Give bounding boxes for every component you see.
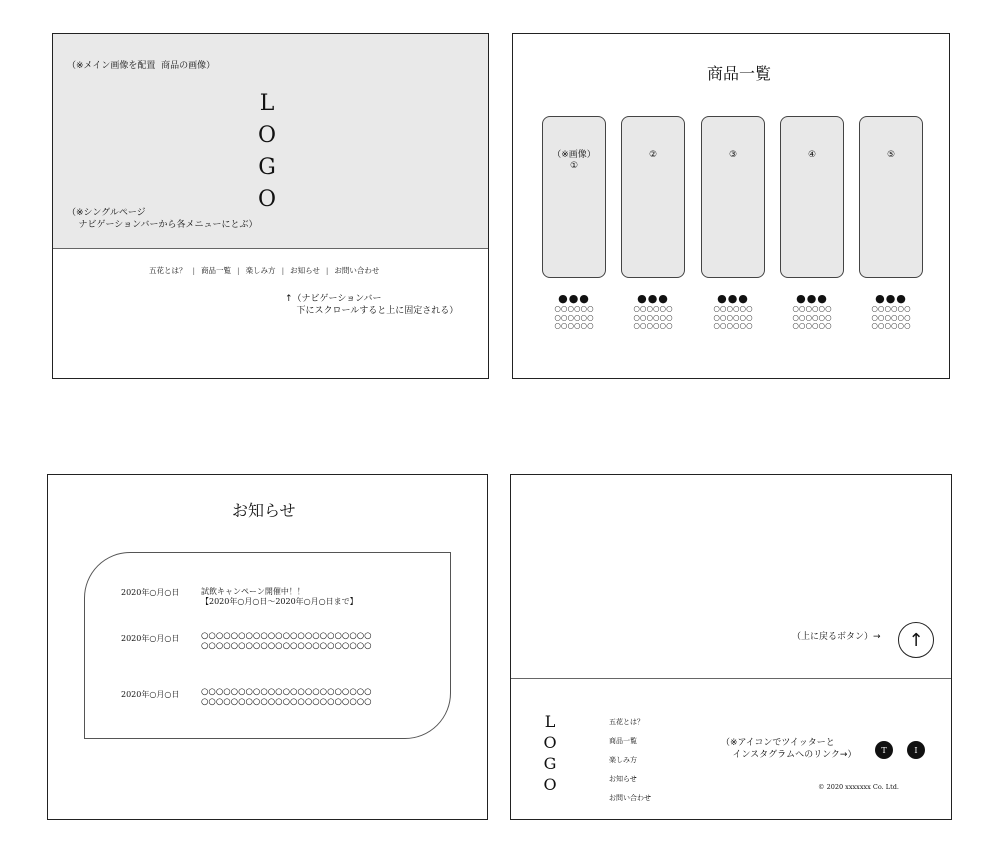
instagram-icon[interactable]: I xyxy=(907,741,925,759)
description-placeholder: ○○○○○○ xyxy=(713,321,753,330)
description-placeholder: ○○○○○○ xyxy=(871,321,911,330)
footer-link-contact[interactable]: お問い合わせ xyxy=(609,794,651,802)
product-description xyxy=(541,293,607,331)
twitter-icon[interactable]: T xyxy=(875,741,893,759)
nav-separator: | xyxy=(192,266,196,275)
logo-letter: L xyxy=(544,712,556,731)
product-card-label: ③ xyxy=(728,150,738,160)
copyright-text: © 2020 xxxxxxx Co. Ltd. xyxy=(818,783,899,791)
main-image-note: （※メイン画像を配置 商品の画像） xyxy=(67,61,216,71)
nav-item-enjoy[interactable]: 楽しみ方 xyxy=(245,266,276,275)
product-card[interactable] xyxy=(542,116,606,278)
description-placeholder: ○○○○○○ xyxy=(554,312,594,322)
nav-separator: | xyxy=(281,266,285,275)
logo-letter: O xyxy=(257,187,277,212)
footer-wireframe xyxy=(510,474,952,820)
products-title: 商品一覧 xyxy=(707,64,772,83)
products-wireframe xyxy=(512,33,950,379)
description-placeholder: ○○○○○○ xyxy=(792,312,832,322)
news-date: 2020年○月○日 xyxy=(121,690,180,699)
description-placeholder: ○○○○○○ xyxy=(871,312,911,322)
main-visual-area xyxy=(53,34,488,249)
footer-logo[interactable] xyxy=(540,711,560,795)
product-name-placeholder: ●●● xyxy=(796,292,828,305)
logo-letter: G xyxy=(258,155,276,180)
description-placeholder: ○○○○○○ xyxy=(792,304,832,313)
news-date: 2020年○月○日 xyxy=(121,588,180,597)
logo-letter: G xyxy=(543,754,557,773)
news-date: 2020年○月○日 xyxy=(121,634,180,643)
up-arrow-icon: ↑ xyxy=(908,629,924,651)
footer-link-products[interactable]: 商品一覧 xyxy=(609,737,637,745)
product-description xyxy=(620,293,686,331)
news-item-text[interactable]: ○○○○○○○○○○○○○○○○○○○○○○○ ○○○○○○○○○○○○○○○○○○○○○○○ xyxy=(201,631,372,651)
single-page-note: （※シングルページ ナビゲーションバーから各メニューにとぶ） xyxy=(67,208,258,230)
product-card-label: （※画像） ① xyxy=(552,150,596,171)
news-wireframe xyxy=(47,474,488,820)
description-placeholder: ○○○○○○ xyxy=(633,312,673,322)
product-description xyxy=(700,293,766,331)
description-placeholder: ○○○○○○ xyxy=(633,321,673,330)
hero-logo[interactable] xyxy=(255,88,279,216)
navigation-bar xyxy=(149,265,379,276)
footer-nav xyxy=(609,713,651,808)
description-placeholder: ○○○○○○ xyxy=(633,304,673,313)
description-placeholder: ○○○○○○ xyxy=(713,312,753,322)
product-name-placeholder: ●●● xyxy=(717,292,749,305)
news-item-text[interactable]: 試飲キャンペーン開催中！！ 【2020年○月○日〜2020年○月○日まで】 xyxy=(201,587,358,606)
logo-letter: O xyxy=(543,775,557,794)
description-placeholder: ○○○○○○ xyxy=(792,321,832,330)
description-placeholder: ○○○○○○ xyxy=(554,321,594,330)
product-card[interactable] xyxy=(780,116,844,278)
product-card-label: ② xyxy=(648,150,658,160)
nav-item-about[interactable]: 五花とは？ xyxy=(149,266,187,275)
footer-link-about[interactable]: 五花とは？ xyxy=(609,718,644,726)
product-card[interactable] xyxy=(859,116,923,278)
product-card-label: ④ xyxy=(807,150,817,160)
top-button-note: （上に戻るボタン）→ xyxy=(792,632,881,642)
hero-wireframe xyxy=(52,33,489,379)
nav-note: ↑（ナビゲーションバー 下にスクロールすると上に固定される） xyxy=(285,294,459,316)
product-name-placeholder: ●●● xyxy=(637,292,669,305)
footer-divider xyxy=(511,678,951,679)
product-card-label: ⑤ xyxy=(886,150,896,160)
description-placeholder: ○○○○○○ xyxy=(554,304,594,313)
nav-separator: | xyxy=(237,266,240,275)
product-name-placeholder: ●●● xyxy=(558,292,590,305)
nav-item-news[interactable]: お知らせ xyxy=(290,266,320,275)
nav-item-products[interactable]: 商品一覧 xyxy=(201,266,232,275)
back-to-top-button[interactable] xyxy=(898,622,934,658)
footer-link-news[interactable]: お知らせ xyxy=(609,775,637,783)
product-description xyxy=(779,293,845,331)
news-list xyxy=(84,552,451,739)
logo-letter: O xyxy=(543,733,557,752)
nav-separator: | xyxy=(325,266,329,275)
nav-item-contact[interactable]: お問い合わせ xyxy=(334,266,380,275)
description-placeholder: ○○○○○○ xyxy=(871,304,911,313)
footer-link-enjoy[interactable]: 楽しみ方 xyxy=(609,756,637,764)
logo-letter: L xyxy=(259,91,275,116)
product-card[interactable] xyxy=(621,116,685,278)
product-description xyxy=(858,293,924,331)
social-links-note: （※アイコンでツイッターと インスタグラムへのリンク→） xyxy=(721,738,857,760)
news-title: お知らせ xyxy=(232,501,296,520)
description-placeholder: ○○○○○○ xyxy=(713,304,753,313)
news-item-text[interactable]: ○○○○○○○○○○○○○○○○○○○○○○○ ○○○○○○○○○○○○○○○○○○○○○○○ xyxy=(201,687,372,707)
logo-letter: O xyxy=(257,123,277,148)
product-name-placeholder: ●●● xyxy=(875,292,907,305)
product-card[interactable] xyxy=(701,116,765,278)
